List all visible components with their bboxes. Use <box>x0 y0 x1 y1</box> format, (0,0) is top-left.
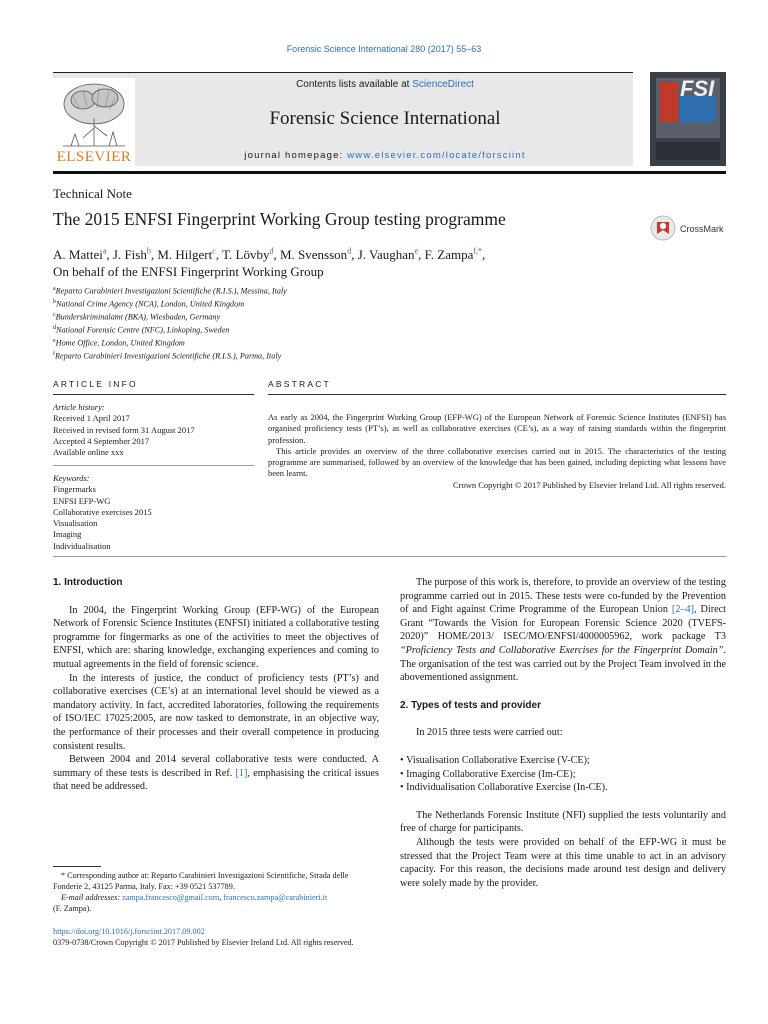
email-owner: (F. Zampa). <box>53 904 92 913</box>
history-label: Article history: <box>53 402 105 412</box>
affiliation: $^a$Reparto Carabinieri Investigazioni Scientifiche (R.I.S.), Messina, Italy <box>53 286 287 296</box>
affiliation-mark[interactable]: d <box>269 247 274 256</box>
affiliation-mark[interactable]: f,* <box>473 247 483 256</box>
affiliation-mark[interactable]: e <box>414 247 419 256</box>
doi-link[interactable]: https://doi.org/10.1016/j.forsciint.2017.09.002 <box>53 927 205 936</box>
history-rule <box>53 465 254 466</box>
list-item: • Individualisation Collaborative Exercise (In-CE). <box>400 781 726 795</box>
section-heading-types: 2. Types of tests and provider <box>400 699 541 711</box>
email-link[interactable]: zampa.francesco@gmail.com <box>122 893 220 902</box>
issn-copyright-line: 0379-0738/Crown Copyright © 2017 Published by Elsevier Ireland Ltd. All rights reserved. <box>53 938 354 947</box>
body-paragraph: In 2015 three tests were carried out: <box>416 727 563 739</box>
author-list <box>53 243 485 280</box>
article-title: The 2015 ENFSI Fingerprint Working Group testing programme <box>53 209 506 229</box>
body-left-column <box>53 576 379 794</box>
author: T. Lövby$^d$, <box>222 247 280 263</box>
affiliation-list <box>53 284 287 362</box>
article-info-heading: ARTICLE INFO <box>53 379 138 389</box>
elsevier-logo <box>53 78 135 166</box>
footnote-rule <box>53 866 101 867</box>
keyword: Imaging <box>53 529 82 540</box>
keyword: Individualisation <box>53 540 111 551</box>
list-item: • Visualisation Collaborative Exercise (V-CE); <box>400 754 726 768</box>
history-item: Accepted 4 September 2017 <box>53 435 150 446</box>
authors-line <box>53 243 485 263</box>
test-list <box>400 754 726 795</box>
affiliation: $^f$Reparto Carabinieri Investigazioni Scientifiche (R.I.S.), Parma, Italy <box>53 351 282 361</box>
body-paragraph: Between 2004 and 2014 several collaborative tests were conducted. A summary of these tests is described in Ref. [1], emphasising the critical issues that need be addressed. <box>53 754 379 793</box>
journal-citation-link[interactable]: Forensic Science International 280 (2017) 55–63 <box>286 44 482 54</box>
affiliation: $^c$Bunderskriminalamt (BKA), Wiesbaden, Germany <box>53 312 221 322</box>
article-type: Technical Note <box>53 186 132 201</box>
abstract-heading: ABSTRACT <box>268 379 331 389</box>
header-rule <box>53 171 726 174</box>
author: M. Svensson$^d$, <box>280 247 358 263</box>
email-note: E-mail addresses: zampa.francesco@gmail.com, francesco.zampa@carabinieri.it <box>61 893 328 902</box>
contents-line <box>140 79 630 90</box>
abstract-paragraph: This article provides an overview of the three collaborative exercises carried out in 2015. The characteristics of the testing programme are summarised, followed by an overview of the knowledge that has been gained, including depicting what lessons have been learnt. <box>268 445 726 479</box>
affiliation-mark[interactable]: d <box>347 247 352 256</box>
history-item: Received in revised form 31 August 2017 <box>53 424 195 435</box>
author: J. Vaughan$^e$, <box>357 247 425 263</box>
abstract-copyright: Crown Copyright © 2017 Published by Elsevier Ireland Ltd. All rights reserved. <box>453 479 726 490</box>
affiliation-mark[interactable]: b <box>146 247 151 256</box>
author: A. Mattei$^a$, <box>53 247 113 263</box>
footnote <box>53 870 379 914</box>
abstract-bottom-rule <box>53 556 726 557</box>
history-item: Received 1 April 2017 <box>53 413 130 424</box>
author: J. Fish$^b$, <box>112 247 158 263</box>
keyword: Visualisation <box>53 518 98 529</box>
abstract-rule <box>268 394 726 395</box>
body-paragraph: In the interests of justice, the conduct of proficiency tests (PT’s) and collaborative exercises (CE’s) at an international level should be viewed as a mandatory activity. In fact, accredited laboratories, following the requirements of ISO/IEC 17025:2005, are now tasked to demonstrate, in an objective way, the performance of their processes and their overall competence in producing consistent results. <box>53 672 379 752</box>
journal-title: Forensic Science International <box>269 108 501 129</box>
elsevier-wordmark: ELSEVIER <box>56 149 132 165</box>
affiliation: $^e$Home Office, London, United Kingdom <box>53 338 185 348</box>
affiliation: $^b$National Crime Agency (NCA), London, United Kingdom <box>53 299 245 309</box>
crossmark-label: CrossMark <box>680 224 724 234</box>
crossmark-button[interactable] <box>650 215 730 245</box>
homepage-line <box>140 150 630 161</box>
body-paragraph: The Netherlands Forensic Institute (NFI) supplied the tests voluntarily and free of charge for participants. <box>400 809 726 835</box>
cover-fsi-text: FSI <box>680 76 715 101</box>
abstract-paragraph: As early as 2004, the Fingerprint Working Group (EFP-WG) of the European Network of Forensic Science Institutes (ENFSI) has organised proficiency tests (PT’s), as well as collaborative exercises (CE’s), as a way of raising standards within the fingerprint profession. <box>268 412 726 445</box>
affiliation: $^d$National Forensic Centre (NFC), Linkoping, Sweden <box>53 325 230 335</box>
author: F. Zampa$^{f,*}$, <box>424 247 486 263</box>
keyword: ENFSI EFP-WG <box>53 495 111 506</box>
article-history <box>53 402 195 458</box>
crossmark-icon <box>650 215 676 241</box>
section-heading-introduction: 1. Introduction <box>53 577 123 588</box>
reference-link[interactable]: [1] <box>235 767 248 779</box>
on-behalf-line: On behalf of the ENFSI Fingerprint Working Group <box>53 264 324 280</box>
reference-link[interactable]: [2–4] <box>671 604 694 616</box>
body-paragraph: The purpose of this work is, therefore, to provide an overview of the testing programme carried out in 2015. These tests were co-funded by the Prevention of and Fight against Crime Programme of the European Union [2–4], Direct Grant “Towards the Vision for European Forensic Science 2020 (TVEFS-2020)” HOME/2013/ ISEC/MO/ENFSI/4000005962, work package T3 “Proficiency Tests and Collaborative Exercises for the Fingerprint Domain”. The organisation of the test was carried out by the Project Team involved in the abovementioned assignment. <box>400 577 726 684</box>
journal-homepage-link[interactable]: www.elsevier.com/locate/forsciint <box>347 150 526 161</box>
keywords <box>53 473 152 552</box>
journal-cover-image <box>650 72 726 166</box>
homepage-prefix: journal homepage: <box>244 150 348 161</box>
affiliation-mark[interactable]: c <box>212 247 216 256</box>
corresponding-author-note: * Corresponding author at: Reparto Carabinieri Investigazioni Scientifiche, Strada delle Fonderie 2, 43125 Parma, Italy. Fax: +39 0521 537789. <box>53 871 349 891</box>
abstract-body <box>268 412 726 491</box>
article-info-rule <box>53 394 254 395</box>
body-paragraph: In 2004, the Fingerprint Working Group (EFP-WG) of the European Network of Forensic Science Institutes (ENFSI) initiated a collaborative testing programme for fingermarks as one of the activities to meet the objectives of ENFSI, which are: sharing knowledge, exchanging experiences and coming to mutual agreements in the field of forensic science. <box>53 604 379 670</box>
contents-prefix: Contents lists available at <box>296 79 413 90</box>
keyword: Fingermarks <box>53 484 96 495</box>
body-right-column <box>400 576 726 890</box>
list-item: • Imaging Collaborative Exercise (Im-CE); <box>400 768 726 782</box>
affiliation-mark[interactable]: a <box>102 247 107 256</box>
sciencedirect-link[interactable]: ScienceDirect <box>412 79 474 90</box>
author: M. Hilgert$^c$, <box>157 247 223 263</box>
body-paragraph: Although the tests were provided on behalf of the EFP-WG it must be stressed that the Project Team were at this time unable to act in an advisory capacity. For this reason, the decisions made around test design and delivery were solely made by the provider. <box>400 836 726 889</box>
keyword: Collaborative exercises 2015 <box>53 506 152 517</box>
keywords-label: Keywords: <box>53 473 90 483</box>
history-item: Available online xxx <box>53 447 124 458</box>
email-link[interactable]: francesco.zampa@carabinieri.it <box>223 893 328 902</box>
